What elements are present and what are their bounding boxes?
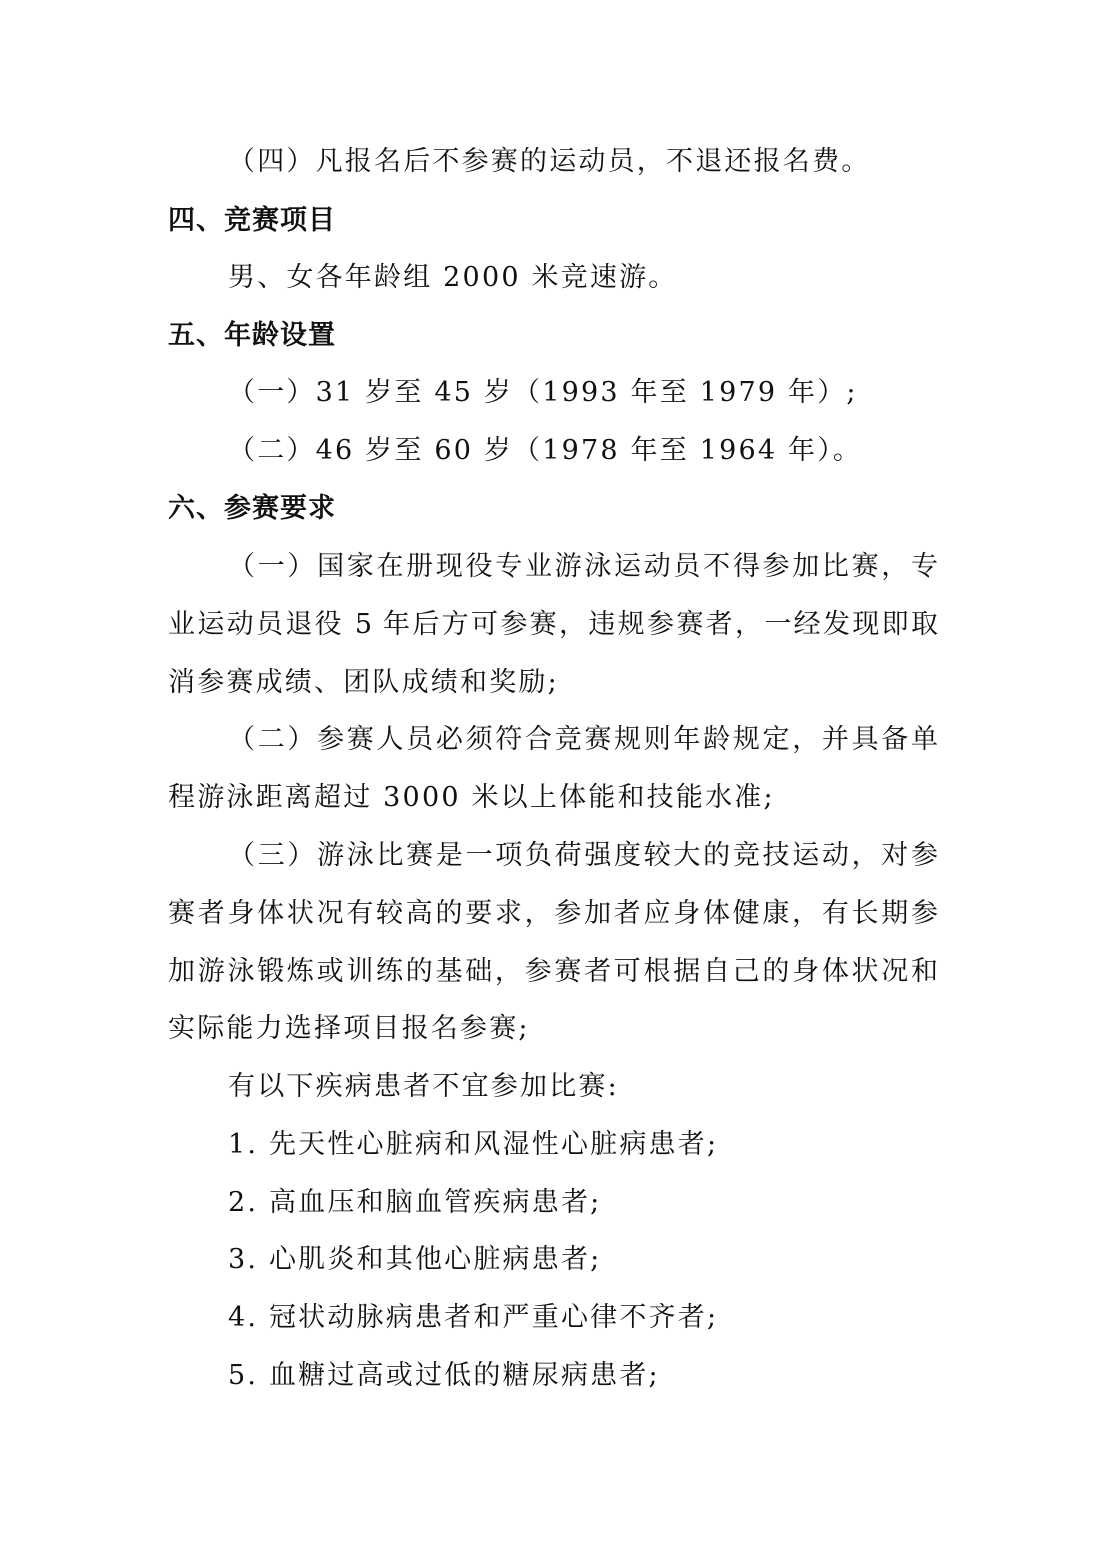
requirement-1-line-1: （一）国家在册现役专业游泳运动员不得参加比赛，专 [228,551,938,582]
requirement-2-line-2: 程游泳距离超过 3000 米以上体能和技能水准; [168,782,775,813]
disease-item-5: 5. 血糖过高或过低的糖尿病患者; [228,1360,660,1391]
requirement-2-line-1: （二）参赛人员必须符合竞赛规则年龄规定，并具备单 [228,724,938,755]
requirement-3-line-2: 赛者身体状况有较高的要求，参加者应身体健康，有长期参 [168,898,938,929]
disease-intro: 有以下疾病患者不宜参加比赛: [228,1071,619,1102]
section-heading-requirements: 六、参赛要求 [168,493,336,524]
disease-item-3: 3. 心肌炎和其他心脏病患者; [228,1244,602,1275]
disease-item-2: 2. 高血压和脑血管疾病患者; [228,1187,602,1218]
disease-item-4: 4. 冠状动脉病患者和严重心律不齐者; [228,1302,719,1333]
section-heading-events: 四、竞赛项目 [168,205,336,236]
requirement-3-line-1: （三）游泳比赛是一项负荷强度较大的竞技运动，对参 [228,840,938,871]
requirement-1-line-3: 消参赛成绩、团队成绩和奖励; [168,667,559,698]
section-heading-age-groups: 五、年龄设置 [168,320,336,351]
disease-item-1: 1. 先天性心脏病和风湿性心脏病患者; [228,1129,719,1160]
paragraph-events: 男、女各年龄组 2000 米竞速游。 [228,262,678,293]
paragraph-no-refund: （四）凡报名后不参赛的运动员，不退还报名费。 [228,146,871,177]
requirement-3-line-4: 实际能力选择项目报名参赛; [168,1013,530,1044]
requirement-1-line-2: 业运动员退役 5 年后方可参赛，违规参赛者，一经发现即取 [168,609,938,640]
age-group-2: （二）46 岁至 60 岁（1978 年至 1964 年）。 [228,435,863,466]
age-group-1: （一）31 岁至 45 岁（1993 年至 1979 年）; [228,377,858,408]
requirement-3-line-3: 加游泳锻炼或训练的基础，参赛者可根据自己的身体状况和 [168,956,938,987]
